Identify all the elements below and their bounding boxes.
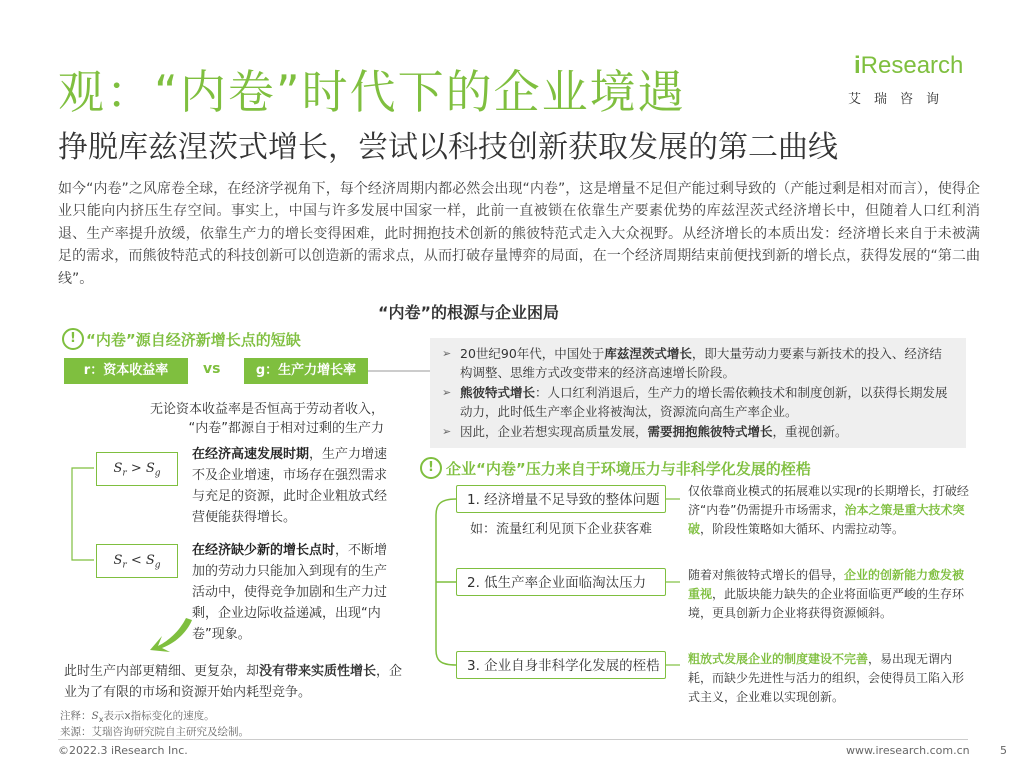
logo-chinese-name: 艾瑞咨询 bbox=[848, 92, 953, 107]
page-title: 观：“内卷”时代下的企业境遇 bbox=[58, 65, 686, 119]
triangle-bullet-icon: ➢ bbox=[442, 425, 452, 438]
g-label-box: g：生产力增长率 bbox=[244, 358, 368, 384]
low-growth-description: 在经济缺少新的增长点时，不断增加的劳动力只能加入到现有的生产活动中，使得竞争加剧和生产力过剩，企业边际收益递减，出现“内卷”现象。 bbox=[192, 543, 388, 642]
source-line: 来源：艾瑞咨询研究院自主研究及绘制。 bbox=[60, 726, 249, 739]
footer-divider bbox=[58, 739, 968, 740]
left-conclusion: 此时生产内部更精细、更复杂，却没有带来实质性增长，企业为了有限的市场和资源开始内耗型竞争。 bbox=[64, 664, 403, 700]
high-growth-description: 在经济高速发展时期，生产力增速不及企业增速，市场存在强烈需求与充足的资源，此时企业粗放式经营便能获得增长。 bbox=[192, 447, 388, 525]
list-item: ➢ 20世纪90年代，中国处于库兹涅茨式增长，即大量劳动力要素与新技术的投入、经济结构调整、思维方式改变带来的经济高速增长阶段。 bbox=[442, 346, 942, 380]
factor-box-3: 3. 企业自身非科学化发展的桎梏 bbox=[456, 651, 666, 679]
factor-box-2: 2. 低生产率企业面临淘汰压力 bbox=[456, 568, 666, 596]
factor-box-1: 1. 经济增量不足导致的整体问题 bbox=[456, 485, 666, 513]
logo-text: iResearch bbox=[854, 52, 964, 79]
factor-1-example: 如：流量红利见顶下企业获客难 bbox=[470, 522, 653, 537]
website-link[interactable]: www.iresearch.com.cn bbox=[846, 744, 970, 757]
formula-sr-greater-sg: $S_r > S_g$ bbox=[96, 452, 178, 486]
page-subtitle: 挣脱库兹涅茨式增长，尝试以科技创新获取发展的第二曲线 bbox=[58, 130, 838, 165]
right-section-heading: 企业“内卷”压力来自于环境压力与非科学化发展的桎梏 bbox=[446, 460, 811, 478]
triangle-bullet-icon: ➢ bbox=[442, 347, 452, 360]
growth-paradigm-panel bbox=[430, 338, 966, 448]
intro-paragraph: 如今“内卷”之风席卷全球，在经济学视角下，每个经济周期内都必然会出现“内卷”，这是增量不足但产能过剩导致的（产能过剩是相对而言），使得企业只能向内挤压生存空间。事实上，中国与许多发展中国家一样，此前一直被锁在依靠生产要素优势的库兹涅茨式经济增长中，但随着人口红利消退、生产率提升放缓，依靠生产力的增长变得困难，此时拥抱技术创新的熊彼特范式走入大众视野。从经济增长的本质出发：经济增长来自于未被满足的需求，而熊彼特范式的科技创新可以创造新的需求点，从而打破存量博弈的局面，在一个经济周期结束前便找到新的增长点，获得发展的“第二曲线”。 bbox=[58, 181, 980, 287]
formula-sr-less-sg: $S_r < S_g$ bbox=[96, 544, 178, 578]
note-line: 注释：$S_x$表示x指标变化的速度。 bbox=[60, 710, 215, 725]
factor-1-description: 仅依靠商业模式的拓展难以实现r的长期增长，打破经济“内卷”仍需提升市场需求，治本之策是重大技术突破，阶段性策略如大循环、内需拉动等。 bbox=[688, 484, 969, 536]
left-section-heading: “内卷”源自经济新增长点的短缺 bbox=[86, 331, 301, 349]
list-item: ➢ 因此，企业若想实现高质量发展，需要拥抱熊彼特式增长，重视创新。 bbox=[442, 424, 848, 439]
vs-label: vs bbox=[203, 361, 221, 377]
copyright: ©2022.3 iResearch Inc. bbox=[58, 744, 188, 757]
factor-3-description: 粗放式发展企业的制度建设不完善，易出现无谓内耗，而缺少先进性与活力的组织，会使得员工陷入形式主义，企业难以实现创新。 bbox=[688, 652, 965, 704]
alert-icon: ! bbox=[62, 328, 84, 350]
triangle-bullet-icon: ➢ bbox=[442, 386, 452, 399]
list-item: ➢ 熊彼特式增长：人口红利消退后，生产力的增长需依赖技术和制度创新，以获得长期发展动力，此时低生产率企业将被淘汰，资源流向高生产率企业。 bbox=[442, 385, 948, 419]
section-heading-roots: “内卷”的根源与企业困局 bbox=[378, 303, 560, 322]
alert-icon: ! bbox=[420, 457, 442, 479]
page-number: 5 bbox=[1000, 744, 1007, 757]
factor-2-description: 随着对熊彼特式增长的倡导，企业的创新能力愈发被重视，此版块能力缺失的企业将面临更严峻的生存环境，更具创新力企业将获得资源倾斜。 bbox=[688, 568, 965, 620]
r-label-box: r：资本收益率 bbox=[64, 358, 188, 384]
down-arrow-icon bbox=[150, 618, 192, 652]
left-note: 无论资本收益率是否恒高于劳动者收入， “内卷”都源自于相对过剩的生产力 bbox=[149, 402, 384, 436]
footnotes bbox=[60, 710, 249, 739]
